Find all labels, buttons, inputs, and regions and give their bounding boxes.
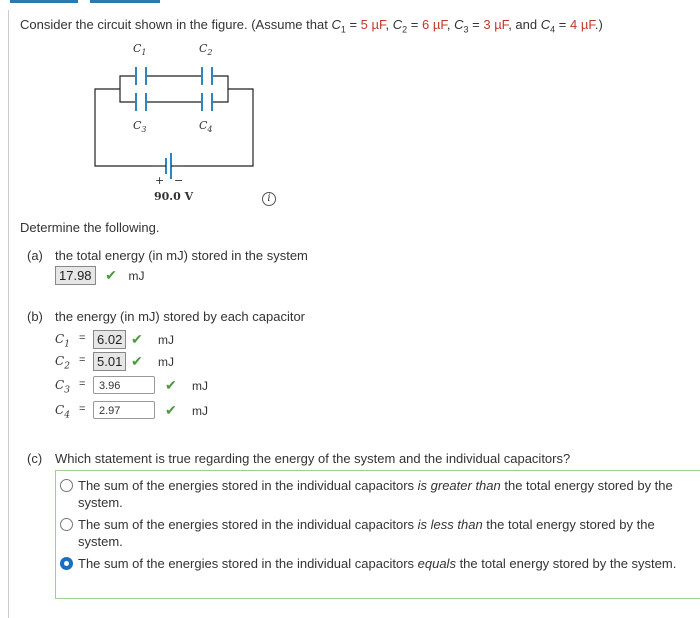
part-c-label: (c)	[27, 451, 43, 466]
equals-sign: =	[79, 403, 86, 415]
label-c4: $C_4$	[199, 119, 213, 134]
c3-input[interactable]: 3.96	[93, 376, 155, 394]
top-tab-indicator	[10, 0, 78, 3]
c2-unit: mJ	[158, 355, 174, 369]
option-text: The sum of the energies stored in the individual capacitors equals the total energy stored by the system.	[78, 556, 677, 571]
radio-button[interactable]	[60, 479, 73, 492]
voltage-label: 90.0 V	[154, 190, 194, 203]
circuit-diagram	[80, 38, 280, 208]
battery-plus: +	[155, 174, 165, 187]
part-a-unit: mJ	[128, 269, 145, 283]
part-c-text: Which statement is true regarding the energy of the system and the individual capacitors?	[55, 451, 571, 466]
part-a-value: 17.98	[55, 266, 96, 285]
option-text: The sum of the energies stored in the individual capacitors is greater than the total energy stored by the system.	[78, 478, 673, 510]
determine-text: Determine the following.	[20, 220, 160, 235]
label-c1: $C_1$	[133, 42, 147, 57]
label-c3: $C_3$	[133, 119, 147, 134]
c2-value: 5.01	[93, 352, 126, 371]
part-a-label: (a)	[27, 248, 43, 263]
equals-sign: =	[79, 378, 86, 390]
equals-sign: =	[79, 354, 86, 366]
label-c2: $C_2$	[199, 42, 213, 57]
check-icon: ✔	[165, 377, 177, 393]
check-icon: ✔	[131, 331, 143, 347]
c4-input[interactable]: 2.97	[93, 401, 155, 419]
part-a-answer	[55, 266, 145, 285]
part-a-text: the total energy (in mJ) stored in the system	[55, 248, 308, 263]
question-text: Consider the circuit shown in the figure. (Assume that $C_1 = 5$ µF, $C_2 = 6$ µF, $C_3 = 3$ µF, and $C_4 = 4$ µF.)	[20, 17, 603, 35]
cap-label: $C_2$	[55, 354, 70, 372]
left-border	[8, 10, 9, 618]
radio-button-selected[interactable]	[60, 557, 73, 570]
top-tab-indicator	[90, 0, 160, 3]
c1-value: 6.02	[93, 330, 126, 349]
equals-sign: =	[79, 332, 86, 344]
radio-button[interactable]	[60, 518, 73, 531]
part-b-text: the energy (in mJ) stored by each capacitor	[55, 309, 306, 324]
c1-unit: mJ	[158, 333, 174, 347]
cap-label: $C_3$	[55, 378, 70, 396]
check-icon: ✔	[105, 267, 117, 283]
c3-unit: mJ	[192, 379, 208, 393]
info-icon[interactable]: i	[262, 192, 276, 206]
check-icon: ✔	[131, 353, 143, 369]
part-b-label: (b)	[27, 309, 43, 324]
option-text: The sum of the energies stored in the individual capacitors is less than the total energy stored by the system.	[78, 517, 655, 549]
battery-minus: −	[174, 174, 184, 187]
cap-label: $C_4$	[55, 403, 70, 421]
check-icon: ✔	[165, 402, 177, 418]
cap-label: $C_1$	[55, 332, 70, 350]
c4-unit: mJ	[192, 404, 208, 418]
